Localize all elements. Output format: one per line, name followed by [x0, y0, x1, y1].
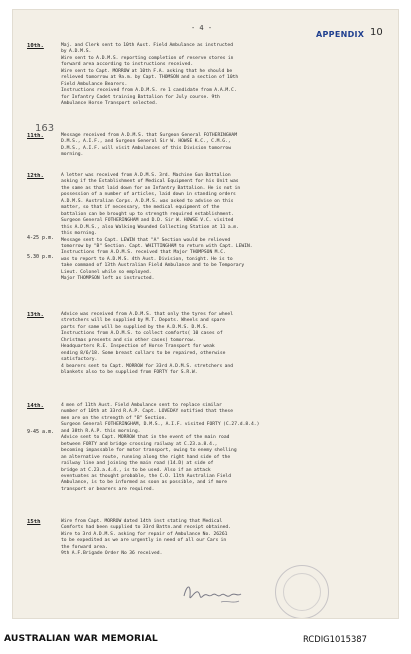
entry-text: Maj. and Clerk sent to 10th Aust. Field Ambulance as instructed by A.D.M.S. Wire sent to A.D.M.S. reporting completion of reserve stores in forward area according to instructions received. Wire sent to Capt. MORROW at 10th F.A. asking that he should be relieved tomorrow at 9a.m. by Capt. THOMSON and a section of 10th Field Ambulance Bearers. Instructions received from A.D.M.S. re 1 candidate from A.A.M.C. for Infantry Cadet training Battalion for July course. 9th Ambulance Horse Transport selected. — [61, 43, 239, 107]
entry-date: 14th. — [27, 403, 44, 409]
entry-text: A letter was received from A.D.M.S. 3rd. Machine Gun Battalion asking if the Establishment of Medical Equipment for his Unit was the same as that laid down for an Infantry Battalion. He is not in possession of a number of articles, laid down in standing orders A.D.M.S. Australian Corps. A.D.M.S. was asked to advise on this matter, so that if necessary, the medical equipment of the battalion can be brought up to strength required establishment. Surgeon General FOTHERINGHAM and D.D. Sir W. HOWSE V.C. visited this A.D.M.S., also Walking Wounded Collecting Station at 11 a.m. this morning. Message sent to Capt. LEWIN that "A" Section would be relieved tomorrow by "B" Section. Capt. WHITTINGHAM to return with Capt. LEWIN. Instructions from A.D.M.S. received that Major THOMPSON M.C. was to report to A.D.M.S. 4th Aust. Division, tonight. He is to take command of 13th Australian Field Ambulance and to be Temporary Lieut. Colonel while so employed. Major THOMPSON left as instructed. — [61, 173, 253, 282]
entry-time: 5.30 p.m. — [27, 254, 55, 260]
entry-date: 10th. — [27, 43, 44, 49]
signature — [181, 578, 251, 608]
entry-date: 13th. — [27, 312, 44, 318]
entry-time: 4-25 p.m. — [27, 235, 55, 241]
entry-date: 12th. — [27, 173, 44, 179]
entry-date: 15th — [27, 519, 41, 525]
entry-text: Message received from A.D.M.S. that Surgeon General FOTHERINGHAM D.M.S., A.I.F., and Surgeon General Sir W. HOWSE K.C., C.M.G., D.M.S., A.I.F. will visit Ambulances of this Division tomorrow morning. — [61, 133, 238, 158]
margin-number: 163 — [35, 123, 55, 134]
entry-text: 4 men of 11th Aust. Field Ambulance sent to replace similar number of 10th at 33rd R.A.P. Capt. LOVEDAY notified that these men are on the strength of "B" Section. Surgeon General FOTHERINGHAM, D.M.S., A.I.F. visited FORTY (C.27.d.8.4.) and 38th R.A.P. this morning. Advice sent to Capt. MORROW that in the event of the main road between FORTY and bridge crossing railway at C.23.a.8.4., becoming impassable for motor transport, owing to enemy shelling an alternative route, running along the right hand side of the railway line and joining the main road (14.D) at side of bridge at C.23.a.4.4., is to be used. Also if an attack eventuates as thought probable, the C.O. 11th Australian Field Ambulance, is to be informed as soon as possible, and if more transport or bearers are required. — [61, 403, 260, 492]
document-page — [13, 10, 398, 618]
appendix-label: APPENDIX — [316, 30, 365, 39]
appendix-number: 10 — [370, 27, 383, 38]
footer-source: AUSTRALIAN WAR MEMORIAL — [4, 633, 158, 644]
entry-date: 11th. — [27, 133, 44, 139]
archive-stamp — [275, 565, 329, 618]
entry-text: Wire from Capt. MORROW dated 14th inst stating that Medical Comforts had been supplied to 33rd Battn.and receipt obtained. Wire to 3rd A.D.M.S. asking for repair of Ambulance No. 26261 to be expedited as we are urgently in need of all our Cars in the forward area. 9th A.F.Brigade Order No 36 received. — [61, 519, 232, 557]
page-number: - 4 - — [191, 24, 213, 32]
entry-time: 9-45 a.m. — [27, 429, 55, 435]
footer-record-id: RCDIG1015387 — [303, 634, 367, 644]
entry-text: Advice was received from A.D.M.S. that only the tyres for wheel stretchers will be supplied by M.T. Depots. Wheels and spare parts for same will be supplied by the A.D.M.S. D.M.S. Instructions from A.D.M.S. to collect comforts( 10 cases of Christmas presents and six other cases) tomorrow. Headquarters R.E. Inspection of Horse Transport for weak ending 8/6/18. Some breast collars to be repaired, otherwise satisfactory. 4 bearers sent to Capt. MORROW for 33rd A.D.M.S. stretchers and blankets also to be supplied from FORTY for S.R.W. — [61, 312, 234, 376]
